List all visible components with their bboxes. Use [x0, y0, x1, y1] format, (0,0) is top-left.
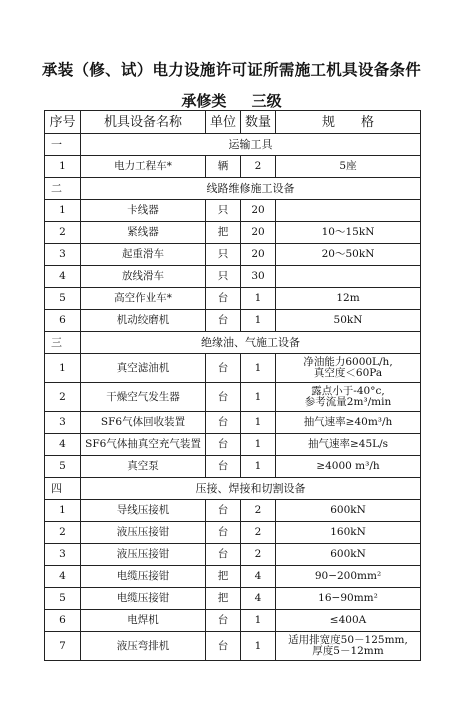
row-spec — [276, 544, 421, 566]
row-unit: 只 — [206, 200, 241, 222]
row-spec — [276, 434, 421, 456]
row-equipment-name: SF6气体回收装置 — [81, 412, 206, 434]
row-seq: 2 — [45, 383, 81, 412]
table-row — [45, 266, 421, 288]
table-row — [45, 566, 421, 588]
table-row — [45, 310, 421, 332]
table-body — [45, 134, 421, 661]
table-row — [45, 500, 421, 522]
row-seq: 4 — [45, 434, 81, 456]
row-unit: 只 — [206, 266, 241, 288]
row-unit: 台 — [206, 383, 241, 412]
section-title: 压接、焊接和切割设备 — [81, 478, 421, 500]
equipment-table — [44, 110, 421, 661]
table-row — [45, 632, 421, 661]
table-row — [45, 288, 421, 310]
row-seq: 1 — [45, 354, 81, 383]
row-spec-line: ≥4000 m³/h — [316, 460, 380, 472]
row-equipment-name: 紧线器 — [81, 222, 206, 244]
document-title: 承装（修、试）电力设施许可证所需施工机具设备条件 — [41, 60, 422, 79]
section-title: 运输工具 — [81, 134, 421, 156]
row-seq: 2 — [45, 522, 81, 544]
row-spec-line: 抽气速率≥40m³/h — [303, 416, 393, 428]
table-row — [45, 383, 421, 412]
row-seq: 6 — [45, 310, 81, 332]
row-spec-line-2: 参考流量2m³/min — [304, 396, 392, 408]
row-quantity: 1 — [241, 456, 276, 478]
row-quantity: 20 — [241, 244, 276, 266]
row-unit: 台 — [206, 412, 241, 434]
row-spec-line: 160kN — [330, 526, 366, 538]
row-quantity: 1 — [241, 610, 276, 632]
row-equipment-name: 液压弯排机 — [81, 632, 206, 661]
row-spec-line: 50kN — [333, 314, 363, 326]
row-equipment-name: 电力工程车* — [81, 156, 206, 178]
row-spec-line: 90−200mm² — [314, 570, 382, 582]
row-unit: 把 — [206, 588, 241, 610]
header-seq: 序号 — [45, 111, 81, 134]
row-spec-line: 净油能力6000L/h, — [303, 356, 393, 368]
section-number: 三 — [45, 332, 81, 354]
row-spec — [276, 266, 421, 288]
table-row — [45, 412, 421, 434]
header-name: 机具设备名称 — [81, 111, 206, 134]
table-row — [45, 588, 421, 610]
table-row — [45, 434, 421, 456]
row-spec — [276, 456, 421, 478]
table-row — [45, 456, 421, 478]
row-spec-line-2: 真空度＜60Pa — [313, 367, 383, 379]
row-equipment-name: SF6气体抽真空充气装置 — [81, 434, 206, 456]
row-spec-line: ≤400A — [329, 614, 367, 626]
row-spec-line: 600kN — [330, 548, 366, 560]
section-number: 一 — [45, 134, 81, 156]
table-header-row — [45, 111, 421, 134]
section-row — [45, 134, 421, 156]
row-spec — [276, 632, 421, 661]
table-row — [45, 522, 421, 544]
row-spec — [276, 383, 421, 412]
row-equipment-name: 导线压接机 — [81, 500, 206, 522]
row-equipment-name: 液压压接钳 — [81, 522, 206, 544]
row-spec — [276, 244, 421, 266]
row-spec-line: 20～50kN — [321, 248, 375, 260]
row-quantity: 20 — [241, 200, 276, 222]
row-equipment-name: 电焊机 — [81, 610, 206, 632]
document-subtitle — [0, 90, 463, 111]
row-quantity: 1 — [241, 632, 276, 661]
section-number: 二 — [45, 178, 81, 200]
row-spec — [276, 522, 421, 544]
row-quantity: 1 — [241, 310, 276, 332]
section-row — [45, 332, 421, 354]
row-spec — [276, 222, 421, 244]
row-seq: 6 — [45, 610, 81, 632]
row-spec-line: 10～15kN — [321, 226, 375, 238]
row-quantity: 4 — [241, 588, 276, 610]
table-row — [45, 244, 421, 266]
section-title: 绝缘油、气施工设备 — [81, 332, 421, 354]
row-unit: 台 — [206, 434, 241, 456]
section-row — [45, 478, 421, 500]
row-spec — [276, 610, 421, 632]
row-quantity: 2 — [241, 522, 276, 544]
row-spec-line: 600kN — [330, 504, 366, 516]
row-spec — [276, 588, 421, 610]
row-unit: 台 — [206, 632, 241, 661]
row-quantity: 2 — [241, 544, 276, 566]
row-spec — [276, 288, 421, 310]
row-quantity: 1 — [241, 383, 276, 412]
row-seq: 5 — [45, 288, 81, 310]
row-spec-line: 露点小于-40°c, — [311, 385, 385, 397]
row-equipment-name: 电缆压接钳 — [81, 588, 206, 610]
row-equipment-name: 干燥空气发生器 — [81, 383, 206, 412]
row-unit: 辆 — [206, 156, 241, 178]
row-quantity: 1 — [241, 412, 276, 434]
header-unit: 单位 — [206, 111, 241, 134]
row-unit: 只 — [206, 244, 241, 266]
row-spec-line: 抽气速率≥45L/s — [307, 438, 389, 450]
row-spec-line: 16−90mm² — [318, 592, 378, 604]
row-seq: 3 — [45, 544, 81, 566]
row-spec-line: 12m — [336, 292, 360, 304]
row-spec — [276, 500, 421, 522]
row-equipment-name: 放线滑车 — [81, 266, 206, 288]
section-row — [45, 178, 421, 200]
row-spec — [276, 310, 421, 332]
row-spec — [276, 566, 421, 588]
row-unit: 把 — [206, 566, 241, 588]
row-equipment-name: 起重滑车 — [81, 244, 206, 266]
section-title: 线路维修施工设备 — [81, 178, 421, 200]
row-equipment-name: 卡线器 — [81, 200, 206, 222]
row-seq: 4 — [45, 566, 81, 588]
row-quantity: 1 — [241, 288, 276, 310]
row-quantity: 30 — [241, 266, 276, 288]
row-spec-line-2: 厚度5－12mm — [312, 645, 384, 657]
row-seq: 3 — [45, 244, 81, 266]
table-row — [45, 222, 421, 244]
row-spec — [276, 412, 421, 434]
row-quantity: 2 — [241, 500, 276, 522]
row-unit: 台 — [206, 310, 241, 332]
row-equipment-name: 电缆压接钳 — [81, 566, 206, 588]
row-equipment-name: 高空作业车* — [81, 288, 206, 310]
row-quantity: 20 — [241, 222, 276, 244]
row-unit: 把 — [206, 222, 241, 244]
row-equipment-name: 机动绞磨机 — [81, 310, 206, 332]
row-seq: 2 — [45, 222, 81, 244]
header-qty: 数量 — [241, 111, 276, 134]
row-quantity: 1 — [241, 354, 276, 383]
table-row — [45, 610, 421, 632]
table-row — [45, 354, 421, 383]
row-unit: 台 — [206, 610, 241, 632]
table-row — [45, 156, 421, 178]
row-spec-line: 5座 — [339, 160, 357, 172]
row-seq: 5 — [45, 588, 81, 610]
row-unit: 台 — [206, 544, 241, 566]
category-label: 承修类 — [181, 92, 227, 110]
table-row — [45, 200, 421, 222]
row-seq: 4 — [45, 266, 81, 288]
row-equipment-name: 液压压接钳 — [81, 544, 206, 566]
section-number: 四 — [45, 478, 81, 500]
row-seq: 1 — [45, 200, 81, 222]
row-spec — [276, 354, 421, 383]
row-spec — [276, 200, 421, 222]
row-unit: 台 — [206, 456, 241, 478]
row-unit: 台 — [206, 500, 241, 522]
row-seq: 5 — [45, 456, 81, 478]
table-row — [45, 544, 421, 566]
row-equipment-name: 真空滤油机 — [81, 354, 206, 383]
row-unit: 台 — [206, 354, 241, 383]
row-quantity: 4 — [241, 566, 276, 588]
header-spec: 规 格 — [276, 111, 421, 134]
row-quantity: 2 — [241, 156, 276, 178]
row-spec — [276, 156, 421, 178]
row-seq: 3 — [45, 412, 81, 434]
row-seq: 1 — [45, 500, 81, 522]
grade-label: 三级 — [251, 92, 282, 110]
row-spec-line: 适用排宽度50－125mm, — [288, 634, 408, 646]
row-quantity: 1 — [241, 434, 276, 456]
row-unit: 台 — [206, 522, 241, 544]
row-seq: 7 — [45, 632, 81, 661]
row-equipment-name: 真空泵 — [81, 456, 206, 478]
row-seq: 1 — [45, 156, 81, 178]
row-unit: 台 — [206, 288, 241, 310]
